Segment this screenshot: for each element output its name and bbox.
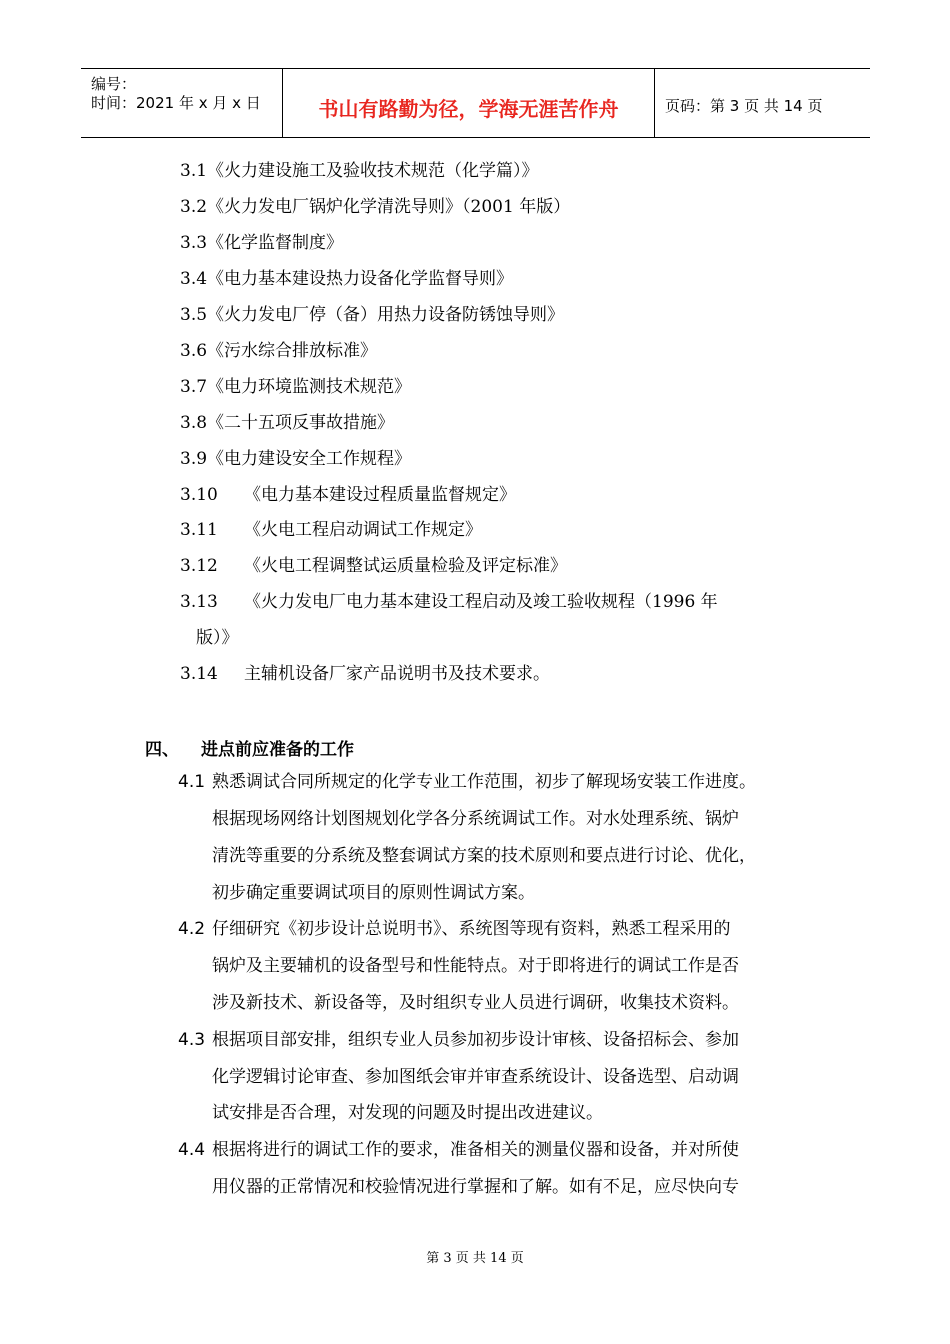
reference-item-continuation: 版）》 — [196, 628, 239, 648]
paragraph-line: 涉及新技术、新设备等，及时组织专业人员进行调研，收集技术资料。 — [212, 993, 739, 1013]
section-title: 进点前应准备的工作 — [201, 740, 354, 760]
section-number: 四、 — [145, 740, 179, 760]
header-page-number: 页码：第 3 页 共 14 页 — [665, 97, 823, 115]
document-time-label: 时间：2021 年 x 月 x 日 — [91, 94, 261, 112]
reference-item: 3.3《化学监督制度》 — [180, 233, 344, 253]
reference-item: 3.9《电力建设安全工作规程》 — [180, 449, 412, 469]
reference-item: 3.14 主辅机设备厂家产品说明书及技术要求。 — [180, 664, 550, 684]
header-right-cell — [655, 69, 870, 137]
paragraph-item: 4.3 根据项目部安排，组织专业人员参加初步设计审核、设备招标会、参加 — [178, 1030, 739, 1050]
reference-item: 3.2《火力发电厂锅炉化学清洗导则》（2001 年版） — [180, 197, 571, 217]
reference-item: 3.10 《电力基本建设过程质量监督规定》 — [180, 485, 516, 505]
paragraph-line: 初步确定重要调试项目的原则性调试方案。 — [212, 883, 535, 903]
reference-item: 3.11 《火电工程启动调试工作规定》 — [180, 520, 482, 540]
reference-item: 3.1《火力建设施工及验收技术规范（化学篇）》 — [180, 161, 539, 181]
reference-item: 3.8《二十五项反事故措施》 — [180, 413, 395, 433]
reference-item: 3.5《火力发电厂停（备）用热力设备防锈蚀导则》 — [180, 305, 565, 325]
page-header — [81, 68, 870, 138]
paragraph-item: 4.4 根据将进行的调试工作的要求，准备相关的测量仪器和设备，并对所使 — [178, 1140, 739, 1160]
reference-item: 3.7《电力环境监测技术规范》 — [180, 377, 412, 397]
paragraph-item: 4.1 熟悉调试合同所规定的化学专业工作范围，初步了解现场安装工作进度。 — [178, 772, 756, 792]
paragraph-item: 4.2 仔细研究《初步设计总说明书》、系统图等现有资料，熟悉工程采用的 — [178, 919, 731, 939]
reference-item: 3.12 《火电工程调整试运质量检验及评定标准》 — [180, 556, 567, 576]
header-motto: 书山有路勤为径，学海无涯苦作舟 — [318, 97, 619, 121]
paragraph-line: 清洗等重要的分系统及整套调试方案的技术原则和要点进行讨论、优化， — [212, 846, 756, 866]
page-footer: 第 3 页 共 14 页 — [426, 1251, 524, 1266]
paragraph-line: 试安排是否合理，对发现的问题及时提出改进建议。 — [212, 1103, 603, 1123]
header-middle-cell — [283, 69, 655, 137]
paragraph-line: 锅炉及主要辅机的设备型号和性能特点。对于即将进行的调试工作是否 — [212, 956, 739, 976]
reference-item: 3.6《污水综合排放标准》 — [180, 341, 378, 361]
reference-item: 3.13 《火力发电厂电力基本建设工程启动及竣工验收规程（1996 年 — [180, 592, 718, 612]
reference-item: 3.4《电力基本建设热力设备化学监督导则》 — [180, 269, 514, 289]
paragraph-line: 根据现场网络计划图规划化学各分系统调试工作。对水处理系统、锅炉 — [212, 809, 739, 829]
header-left-cell — [81, 69, 283, 137]
paragraph-line: 化学逻辑讨论审查、参加图纸会审并审查系统设计、设备选型、启动调 — [212, 1067, 739, 1087]
section-heading — [145, 735, 354, 760]
paragraph-line: 用仪器的正常情况和校验情况进行掌握和了解。如有不足，应尽快向专 — [212, 1177, 739, 1197]
document-code-label: 编号： — [91, 75, 137, 93]
